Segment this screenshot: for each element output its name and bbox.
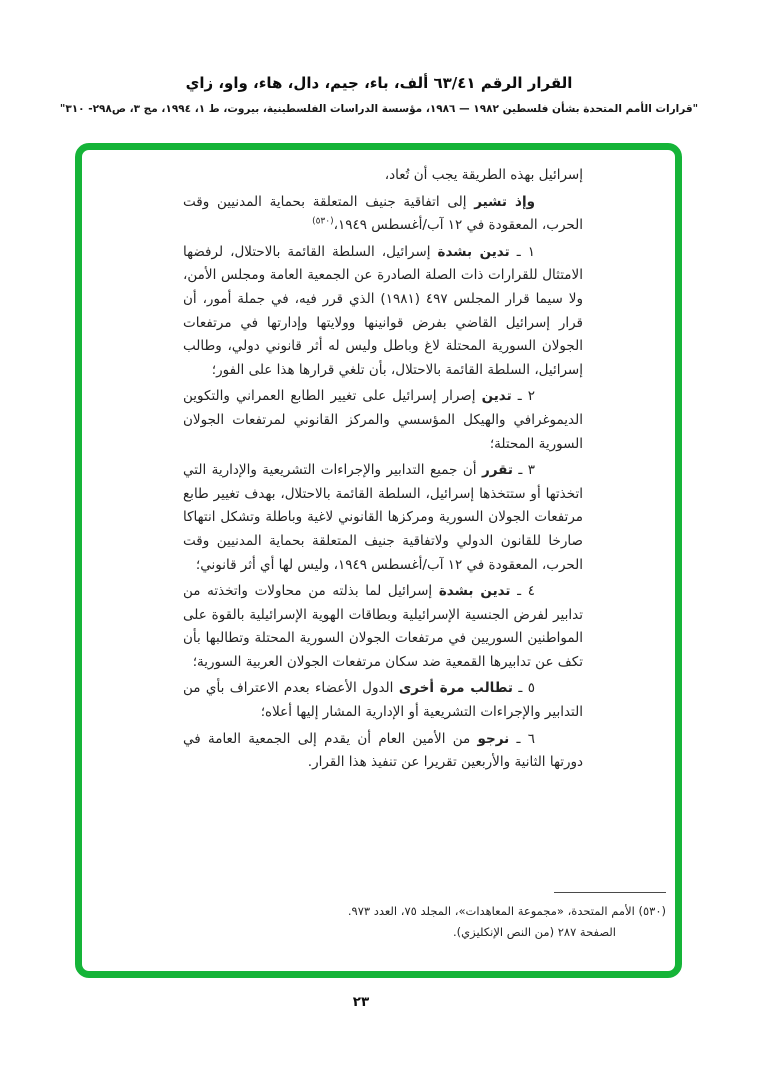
clause-number: ٥ ـ [518,680,536,697]
page-number: ٢٣ [352,994,370,1010]
clause-lead: وإذ تشير [474,193,535,210]
clause-lead: تدين بشدة [437,243,510,260]
clause-number: ٦ ـ [516,730,535,747]
clause-text: إسرائيل بهذه الطريقة يجب أن تُعاد، [384,167,583,183]
footnote-text-line2: الصفحة ٢٨٧ (من النص الإنكليزي). [453,925,616,939]
clause-text: أن جميع التدابير والإجراءات التشريعية والإدارية التي اتخذتها أو ستتخذها إسرائيل، السلطة القائمة بالاحتلال، بهدف تغيير طابع مرتفعات الجولان السورية ومركزها القانوني لاغية وباطلة وتشكل انتهاكا صارخا للقانون الدولي ولاتفاقية جنيف المتعلقة بحماية المدنيين وقت الحرب، المعقودة في ١٢ آب/أغسطس ١٩٤٩، وليس لها أي أثر قانوني؛ [183,462,583,573]
clause-lead: نرجو [477,730,510,747]
paragraph-clause-6 [183,728,583,775]
clause-text: إسرائيل لما بذلته من محاولات واتخذته من تدابير لفرض الجنسية الإسرائيلية وبطاقات الهوية الإسرائيلية بالقوة على المواطنين السوريين في مرتفعات الجولان السورية المحتلة وتطالبها بأن تكف عن تدابيرها القمعية ضد سكان مرتفعات الجولان العربية السورية؛ [183,583,583,670]
document-body [183,164,583,864]
clause-number: ٤ ـ [517,583,535,600]
clause-lead: تقرر [481,462,513,479]
footnote-block [161,892,666,943]
clause-lead: تدين [481,388,512,405]
paragraph-continuation [183,164,583,188]
clause-text: إسرائيل، السلطة القائمة بالاحتلال، لرفضها الامتثال للقرارات ذات الصلة الصادرة عن الجمعية العامة ومجلس الأمن، ولا سيما قرار المجلس ٤٩٧ (١٩٨١) الذي قرر فيه، في جملة أمور، أن قرار إسرائيل القاضي بفرض قوانينها وولايتها وإدارتها في مرتفعات الجولان السورية المحتلة لاغ وباطل وليس له أثر قانوني دولي، وطالب إسرائيل، السلطة القائمة بالاحتلال، بأن تلغي قرارها هذا على الفور؛ [183,243,583,378]
paragraph-preamble [183,191,583,238]
footnote-separator [554,892,666,893]
footnote-reference: (٥٣٠) [312,216,334,227]
clause-number: ١ ـ [516,243,535,260]
page-title: القرار الرقم ٦٣/٤١ ألف، باء، جيم، دال، هاء، واو، زاي [185,74,573,92]
clause-lead: تدين بشدة [438,583,511,600]
clause-text: إلى اتفاقية جنيف المتعلقة بحماية المدنيين وقت الحرب، المعقودة في ١٢ آب/أغسطس ١٩٤٩، [183,193,583,234]
document-frame [75,143,682,978]
clause-number: ٢ ـ [517,388,536,405]
clause-text: من الأمين العام أن يقدم إلى الجمعية العامة في دورتها الثانية والأربعين تقريرا عن تنفيذ هذا القرار. [183,730,583,771]
footnote-text-line1: (٥٣٠) الأمم المتحدة، «مجموعة المعاهدات»، المجلد ٧٥، العدد ٩٧٣. [347,904,666,918]
paragraph-clause-2 [183,385,583,456]
paragraph-clause-1 [183,241,583,383]
paragraph-clause-3 [183,459,583,577]
page-subtitle: "قرارات الأمم المتحدة بشأن فلسطين ١٩٨٢ — ١٩٨٦، مؤسسة الدراسات الفلسطينية، بيروت، ط ١، ١٩٩٤، مج ٣، ص٢٩٨- ٣١٠" [59,103,699,115]
clause-text: إصرار إسرائيل على تغيير الطابع العمراني والتكوين الديموغرافي والهيكل المؤسسي والمركز القانوني لمرتفعات الجولان السورية المحتلة؛ [183,388,583,452]
clause-lead: تطالب مرة أخرى [398,680,513,697]
paragraph-clause-5 [183,677,583,724]
clause-number: ٣ ـ [518,462,535,479]
paragraph-clause-4 [183,580,583,674]
clause-text: الدول الأعضاء بعدم الاعتراف بأي من التدابير والإجراءات التشريعية أو الإدارية المشار إليها أعلاه؛ [183,680,583,721]
